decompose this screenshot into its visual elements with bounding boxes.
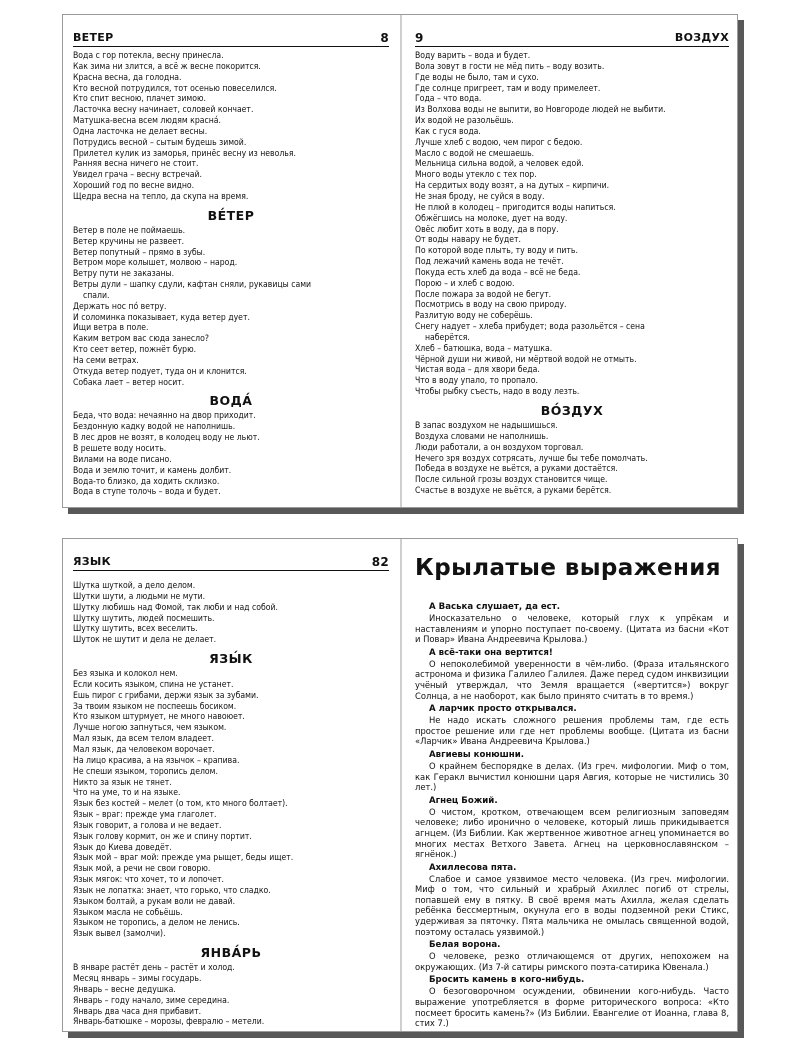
proverb-line: Шутка шуткой, а дело делом.: [73, 581, 196, 591]
header-title: ВЕТЕР: [73, 31, 114, 44]
proverb-line: Где воды не было, там и сухо.: [415, 72, 539, 83]
proverb-line: Язык говорит, а голова и не ведает.: [73, 820, 222, 831]
idiom-definition: Слабое и самое уязвимое место человека. (Из греч. мифологии. Миф о том, что сильный и храбрый Ахиллес погиб от стрелы, попавшей ему в пятку. В своё время мать Ахилла, желая сделать ребёнка бессмертным, окунула его в воды подземной реки Стикс, удерживая за пяточку. Пята мальчика не омылась священной водой, поэтому осталась уязвимой.): [415, 873, 729, 937]
proverb-line: Посмотрись в воду на свою природу.: [415, 300, 567, 311]
proverb-line: Беда, что вода: нечаянно на двор приходит.: [73, 411, 256, 422]
proverb-line: Ранняя весна ничего не стоит.: [73, 159, 199, 170]
idiom-heading: А всё-таки она вертится!: [429, 647, 553, 658]
proverb-line: Кто весной потрудился, тот осенью повеселился.: [73, 83, 277, 94]
top-book-spread: [62, 14, 738, 508]
section-title-yanvar: ЯНВА́РЬ: [200, 945, 262, 961]
idiom-heading: Авгиевы конюшни.: [429, 749, 525, 760]
idioms-page: [415, 539, 729, 1031]
proverb-line: Что в воду упало, то пропало.: [415, 376, 538, 387]
proverb-line: В запас воздухом не надышишься.: [415, 421, 558, 431]
proverb-line: Обжёгшись на молоке, дует на воду.: [415, 213, 568, 224]
proverb-line: Увидел грача – весну встречай.: [73, 170, 202, 181]
idiom-heading: А Васька слушает, да ест.: [429, 602, 561, 612]
proverb-line: От воды навару не будет.: [415, 235, 521, 246]
proverb-line: Лучше хлеб с водою, чем пирог с бедою.: [415, 137, 583, 148]
proverb-line: Язык не лопатка: знает, что горько, что сладко.: [73, 885, 271, 896]
idiom-definition: О крайнем беспорядке в делах. (Из греч. мифологии. Миф о том, как Геракл вычистил конюшни царя Авгия, которые не чистились 30 лет.): [415, 760, 729, 793]
proverb-line: Под лежачий камень вода не течёт.: [415, 257, 564, 268]
proverb-line: Как с гуся вода.: [415, 126, 481, 137]
proverb-line: Язык – враг: прежде ума глаголет.: [73, 810, 217, 821]
proverb-line: Язык мой, а речи не свои говорю.: [73, 864, 211, 875]
page-8: [73, 15, 389, 507]
proverb-line: Воду варить – вода и будет.: [415, 51, 531, 61]
page-82: [73, 539, 389, 1031]
proverb-line: Где солнце пригреет, там и воду примелеет.: [415, 83, 601, 94]
proverb-line: Язык без костей – мелет (о том, кто много болтает).: [73, 799, 288, 810]
proverb-line: Хороший год по весне видно.: [73, 181, 195, 192]
running-header: [73, 555, 389, 571]
proverb-list-yanvar: [73, 963, 389, 1028]
proverb-line: После сильной грозы воздух становится чище.: [415, 475, 608, 486]
proverb-line: Прилетел кулик из заморья, принёс весну из неволья.: [73, 148, 296, 159]
proverb-line: Ветры дули – шапку сдули, кафтан сняли, рукавицы сами: [73, 280, 312, 291]
idiom-list: [415, 599, 729, 1031]
proverb-line: Кто спит весною, плачет зимою.: [73, 94, 206, 105]
proverb-line: По которой воде плыть, ту воду и пить.: [415, 246, 578, 257]
bottom-book-spread: [62, 538, 738, 1032]
proverb-line: Шутку шутить, людей посмешить.: [73, 613, 215, 624]
page-body: [415, 51, 729, 497]
book-spine: [400, 15, 402, 507]
proverb-line: Язык до Киева доведёт.: [73, 842, 172, 853]
proverb-line: Язык голову кормит, он же и спину портит.: [73, 831, 252, 842]
proverb-line: Овёс любит хоть в воду, да в пору.: [415, 224, 559, 235]
proverb-line: Шутку шутить, всех веселить.: [73, 624, 198, 635]
idiom-definition: О безоговорочном осуждении, обвинении кого-нибудь. Часто выражение употребляется в форме риторического вопроса: «Кто посмеет бросить камень?» (Из Библии. Евангелие от Иоанна, глава 8, стих 7.): [415, 986, 729, 1029]
proverb-line: Вода с гор потекла, весну принесла.: [73, 51, 224, 61]
proverb-line: Ешь пирог с грибами, держи язык за зубами.: [73, 690, 259, 701]
proverb-line: Шуток не шутит и дела не делает.: [73, 635, 217, 646]
proverb-line: Январь-батюшке – морозы, февралю – метели.: [73, 1017, 265, 1028]
proverb-line: Чёрной души ни живой, ни мёртвой водой не отмыть.: [415, 354, 637, 365]
proverb-line: Порою – и хлеб с водою.: [415, 278, 515, 289]
proverb-line: Снегу надует – хлеба прибудет; вода разольётся – сена: [415, 322, 645, 333]
proverb-line: Кто сеет ветер, пожнёт бурю.: [73, 345, 197, 356]
page-number: 9: [415, 31, 424, 45]
idiom-heading: Агнец Божий.: [429, 795, 498, 806]
proverb-line: На сердитых воду возят, а на дутых – кирпичи.: [415, 181, 610, 192]
proverb-line: Счастье в воздухе не вьётся, а руками берётся.: [415, 486, 612, 497]
proverb-line: Мал язык, да человеком ворочает.: [73, 744, 215, 755]
proverb-line: На лицо красива, а на язычок – крапива.: [73, 755, 240, 766]
page-body: [73, 581, 389, 1028]
proverb-line: Много воды утекло с тех пор.: [415, 170, 537, 181]
proverb-line: Кто языком штурмует, не много навоюет.: [73, 712, 245, 723]
proverb-line: Мал язык, да всем телом владеет.: [73, 734, 214, 745]
proverb-line: Покуда есть хлеб да вода – всё не беда.: [415, 267, 581, 278]
page-number: 8: [380, 31, 389, 45]
proverb-line: Январь – году начало, зиме середина.: [73, 995, 230, 1006]
proverb-line: Шутку любишь над Фомой, так люби и над собой.: [73, 602, 278, 613]
proverb-list-shutka: [73, 581, 389, 646]
proverb-line: Язык мягок: что хочет, то и лопочет.: [73, 875, 224, 886]
proverb-line: Январь два часа дня прибавит.: [73, 1006, 202, 1017]
proverb-line: Ветер в поле не поймаешь.: [73, 225, 186, 236]
proverb-list-veter: [73, 226, 389, 389]
proverb-list-vozduh: [415, 421, 729, 497]
page-body: [73, 51, 389, 498]
proverb-line: Без языка и колокол нем.: [73, 669, 178, 680]
section-title-vozduh: ВО́ЗДУХ: [540, 403, 604, 418]
proverb-line: спали.: [83, 290, 110, 301]
proverb-line: Шутки шути, а людьми не мути.: [73, 591, 206, 602]
proverb-line: Матушка-весна всем людям красна́.: [73, 116, 221, 127]
proverb-line: Если косить языком, спина не устанет.: [73, 679, 234, 690]
proverb-line: Чтобы рыбку съесть, надо в воду лезть.: [415, 387, 580, 398]
header-title: ВОЗДУХ: [674, 31, 729, 44]
proverb-line: Не зная броду, не суйся в воду.: [415, 191, 545, 202]
header-title: ЯЗЫК: [73, 555, 111, 568]
proverb-line: Бездонную кадку водой не наполнишь.: [73, 422, 236, 433]
proverb-line: Ветер попутный – прямо в зубы.: [73, 247, 206, 258]
proverb-line: Щедра весна на тепло, да скупа на время.: [73, 191, 249, 202]
idiom-heading: Белая ворона.: [429, 940, 501, 951]
proverb-line: Победа в воздухе не вьётся, а руками достаётся.: [415, 464, 618, 475]
proverb-line: Языком масла не собьёшь.: [73, 907, 183, 918]
idiom-heading: А ларчик просто открывался.: [429, 704, 577, 715]
proverb-line: Масло с водой не смешаешь.: [415, 148, 535, 159]
proverb-line: Что на уме, то и на языке.: [73, 788, 181, 799]
proverb-line: Язык мой – враг мой: прежде ума рыщет, беды ищет.: [73, 853, 294, 864]
idiom-heading: Бросить камень в кого-нибудь.: [429, 975, 585, 986]
proverb-line: Ветром море колышет, молвою – народ.: [73, 258, 238, 269]
proverb-line: В лес дров не возят, в колодец воду не льют.: [73, 433, 260, 444]
proverb-list-voda: [73, 411, 389, 498]
page-number: 82: [371, 555, 389, 569]
proverb-line: Как зима ни злится, а всё ж весне покорится.: [73, 61, 261, 72]
proverb-line: Чистая вода – для хвори беда.: [415, 365, 540, 376]
proverb-line: Воздуха словами не наполнишь.: [415, 431, 549, 442]
page-title: Крылатые выражения: [415, 555, 721, 581]
proverb-line: Январь – весне дедушка.: [73, 984, 176, 995]
section-title-voda: ВОДА́: [209, 393, 253, 409]
section-title-yazyk: ЯЗЫ́К: [209, 651, 253, 667]
proverb-line: Хлеб – батюшка, вода – матушка.: [415, 343, 553, 354]
idiom-definition: Не надо искать сложного решения проблемы там, где есть простое решение или где нет проблемы вообще. (Цитата из басни «Ларчик» Ивана Андреевича Крылова.): [415, 715, 729, 747]
proverb-line: Люди работали, а он воздухом торговал.: [415, 442, 584, 453]
running-header: [73, 31, 389, 47]
proverb-line: Не спеши языком, торопись делом.: [73, 766, 218, 777]
proverb-line: Месяц январь – зимы государь.: [73, 974, 202, 984]
proverb-line: Вода и землю точит, и камень долбит.: [73, 465, 232, 476]
idiom-definition: Иносказательно о человеке, который глух к упрёкам и наставлениям и упорно поступает по-своему. (Цитата из басни «Кот и Повар» Ивана Андреевича Крылова.): [415, 613, 729, 645]
proverb-line: Каким ветром вас сюда занесло?: [73, 334, 209, 345]
proverb-list: [73, 51, 389, 203]
proverb-line: Нечего зря воздух сотрясать, лучше бы тебе помолчать.: [415, 453, 648, 464]
proverb-line: Ветру пути не заказаны.: [73, 269, 175, 280]
proverb-line: Вола зовут в гости не мёд пить – воду возить.: [415, 61, 605, 72]
proverb-list-yazyk: [73, 669, 389, 940]
proverb-line: После пожара за водой не бегут.: [415, 289, 552, 300]
proverb-line: В январе растёт день – растёт и холод.: [73, 963, 235, 974]
proverb-line: Языком не торопись, а делом не ленись.: [73, 918, 240, 929]
proverb-line: Года – что вода.: [415, 94, 482, 105]
proverb-line: Языком болтай, а рукам воли не давай.: [73, 896, 236, 907]
idiom-heading: Ахиллесова пята.: [429, 862, 517, 873]
proverb-line: Потрудись весной – сытым будешь зимой.: [73, 137, 247, 148]
proverb-line: Никто за язык не тянет.: [73, 777, 172, 788]
book-spine: [400, 539, 402, 1031]
proverb-line: Из Волхова воды не выпити, во Новгороде людей не выбити.: [415, 105, 666, 116]
proverb-line: Мельница сильна водой, а человек едой.: [415, 159, 584, 170]
proverb-line: Ветер кручины не развеет.: [73, 236, 185, 247]
idiom-definition: О чистом, кротком, отвечающем всем религиозным заповедям человеке; либо иронично о человеке, который лишь прикидывается агнцем. (Из Библии. Как жертвенное животное агнец упоминается во многих местах Ветхого Завета. Агнец на церковнославянском – ягнёнок.): [415, 806, 729, 860]
proverb-line: Держать нос по́ ветру.: [73, 301, 167, 312]
proverb-line: Собака лает – ветер носит.: [73, 377, 185, 388]
proverb-line: наберётся.: [425, 332, 470, 343]
proverb-line: Красна весна, да голодна.: [73, 72, 182, 83]
proverb-line: Ласточка весну начинает, соловей кончает.: [73, 105, 254, 116]
proverb-line: Вода-то близко, да ходить склизко.: [73, 476, 220, 487]
section-title-veter: ВЕ́ТЕР: [207, 207, 255, 223]
proverb-line: И соломинка показывает, куда ветер дует.: [73, 312, 250, 323]
proverb-line: Одна ласточка не делает весны.: [73, 126, 208, 137]
proverb-line: Вода в ступе толочь – вода и будет.: [73, 487, 221, 498]
proverb-list-voda-cont: [415, 51, 729, 398]
proverb-line: Язык вывел (замолчи).: [73, 929, 166, 940]
proverb-line: Разлитую воду не соберёшь.: [415, 311, 533, 322]
proverb-line: За твоим языком не поспеешь босиком.: [73, 701, 237, 712]
running-header: [415, 31, 729, 47]
proverb-line: В решете воду носить.: [73, 444, 167, 454]
proverb-line: Их водой не разольёшь.: [415, 116, 514, 127]
proverb-line: Ищи ветра в поле.: [73, 323, 149, 334]
proverb-line: Вилами на воде писано.: [73, 454, 172, 465]
proverb-line: На семи ветрах.: [73, 355, 139, 366]
page-9: [415, 15, 729, 507]
idiom-definition: О человеке, резко отличающемся от других, непохожем на окружающих. (Из 7-й сатиры римского поэта-сатирика Ювенала.): [415, 951, 729, 972]
proverb-line: Лучше ногою запнуться, чем языком.: [73, 723, 227, 734]
idiom-definition: О непоколебимой уверенности в чём-либо. (Фраза итальянского астронома и физика Галилео Галилея. Даже перед судом инквизиции учёный утверждал, что Земля вращается («вертится») вокруг Солнца, а не наоборот, как было принято считать в то время.): [415, 658, 729, 701]
proverb-line: Откуда ветер подует, туда он и клонится.: [73, 366, 247, 377]
proverb-line: Не плюй в колодец – пригодится воды напиться.: [415, 202, 616, 213]
